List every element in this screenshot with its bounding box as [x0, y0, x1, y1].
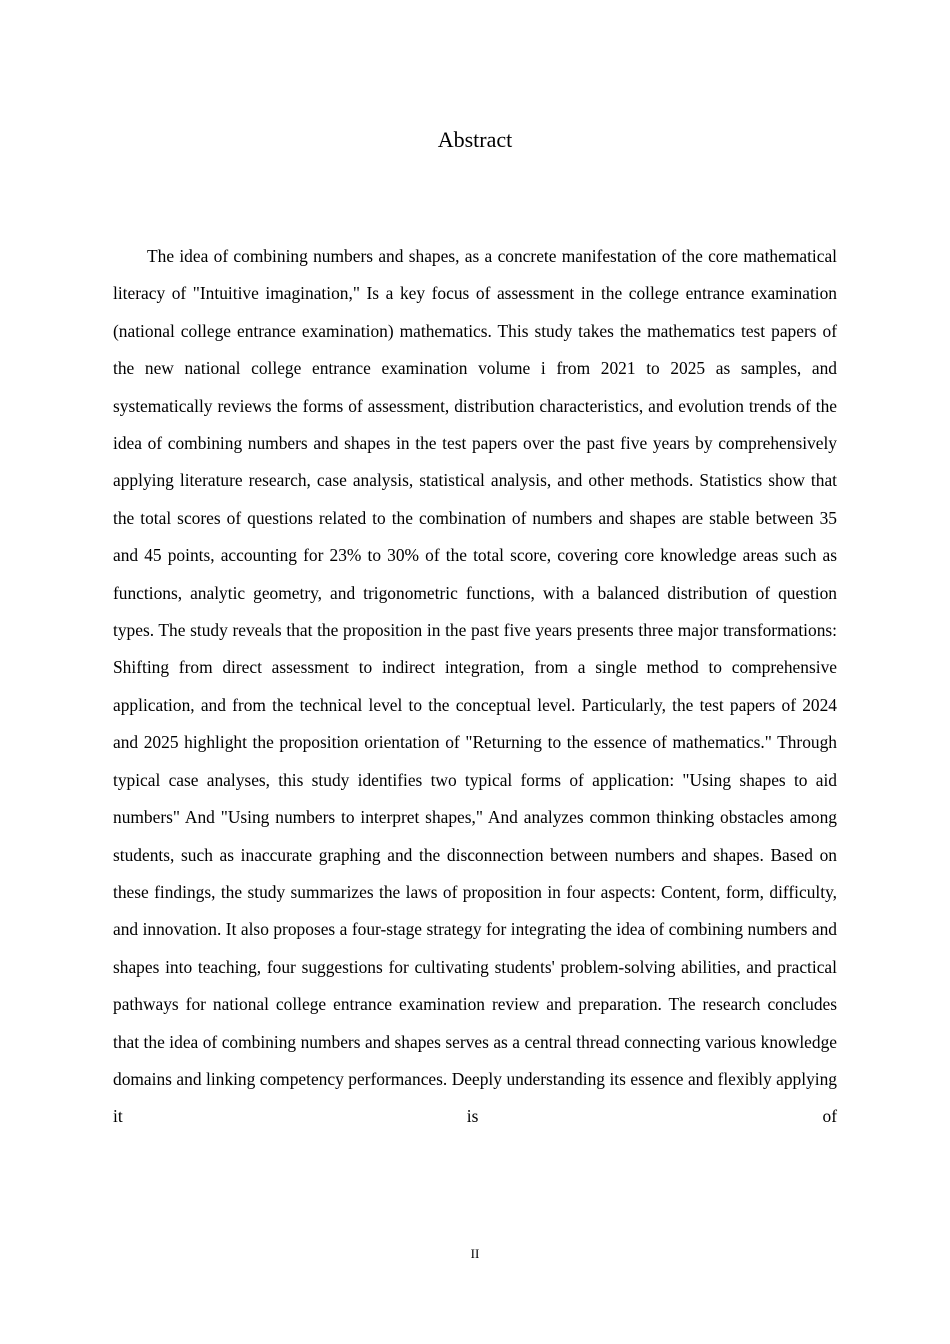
abstract-body: The idea of combining numbers and shapes, as a concrete manifestation of the core mathematical literacy of "Intuitive imagination," Is a key focus of assessment in the college entrance examination (national college entrance examination) mathematics. This study takes the mathematics test papers of the new national college entrance examination volume i from 2021 to 2025 as samples, and systematically reviews the forms of assessment, distribution characteristics, and evolution trends of the idea of combining numbers and shapes in the test papers over the past five years by comprehensively applying literature research, case analysis, statistical analysis, and other methods. Statistics show that the total scores of questions related to the combination of numbers and shapes are stable between 35 and 45 points, accounting for 23% to 30% of the total score, covering core knowledge areas such as functions, analytic geometry, and trigonometric functions, with a balanced distribution of question types. The study reveals that the proposition in the past five years presents three major transformations: Shifting from direct assessment to indirect integration, from a single method to comprehensive application, and from the technical level to the conceptual level. Particularly, the test papers of 2024 and 2025 highlight the proposition orientation of "Returning to the essence of mathematics." Through typical case analyses, this study identifies two typical forms of application: "Using shapes to aid numbers" And "Using numbers to interpret shapes," And analyzes common thinking obstacles among students, such as inaccurate graphing and the disconnection between numbers and shapes. Based on these findings, the study summarizes the laws of proposition in four aspects: Content, form, difficulty, and innovation. It also proposes a four-stage strategy for integrating the idea of combining numbers and shapes into teaching, four suggestions for cultivating students' problem-solving abilities, and practical pathways for national college entrance examination review and preparation. The research concludes that the idea of combining numbers and shapes serves as a central thread connecting various knowledge domains and linking competency performances. Deeply understanding its essence and flexibly applying it is of — [113, 246, 837, 1127]
page-title: Abstract — [437, 127, 513, 152]
page-number: II — [470, 1246, 480, 1261]
